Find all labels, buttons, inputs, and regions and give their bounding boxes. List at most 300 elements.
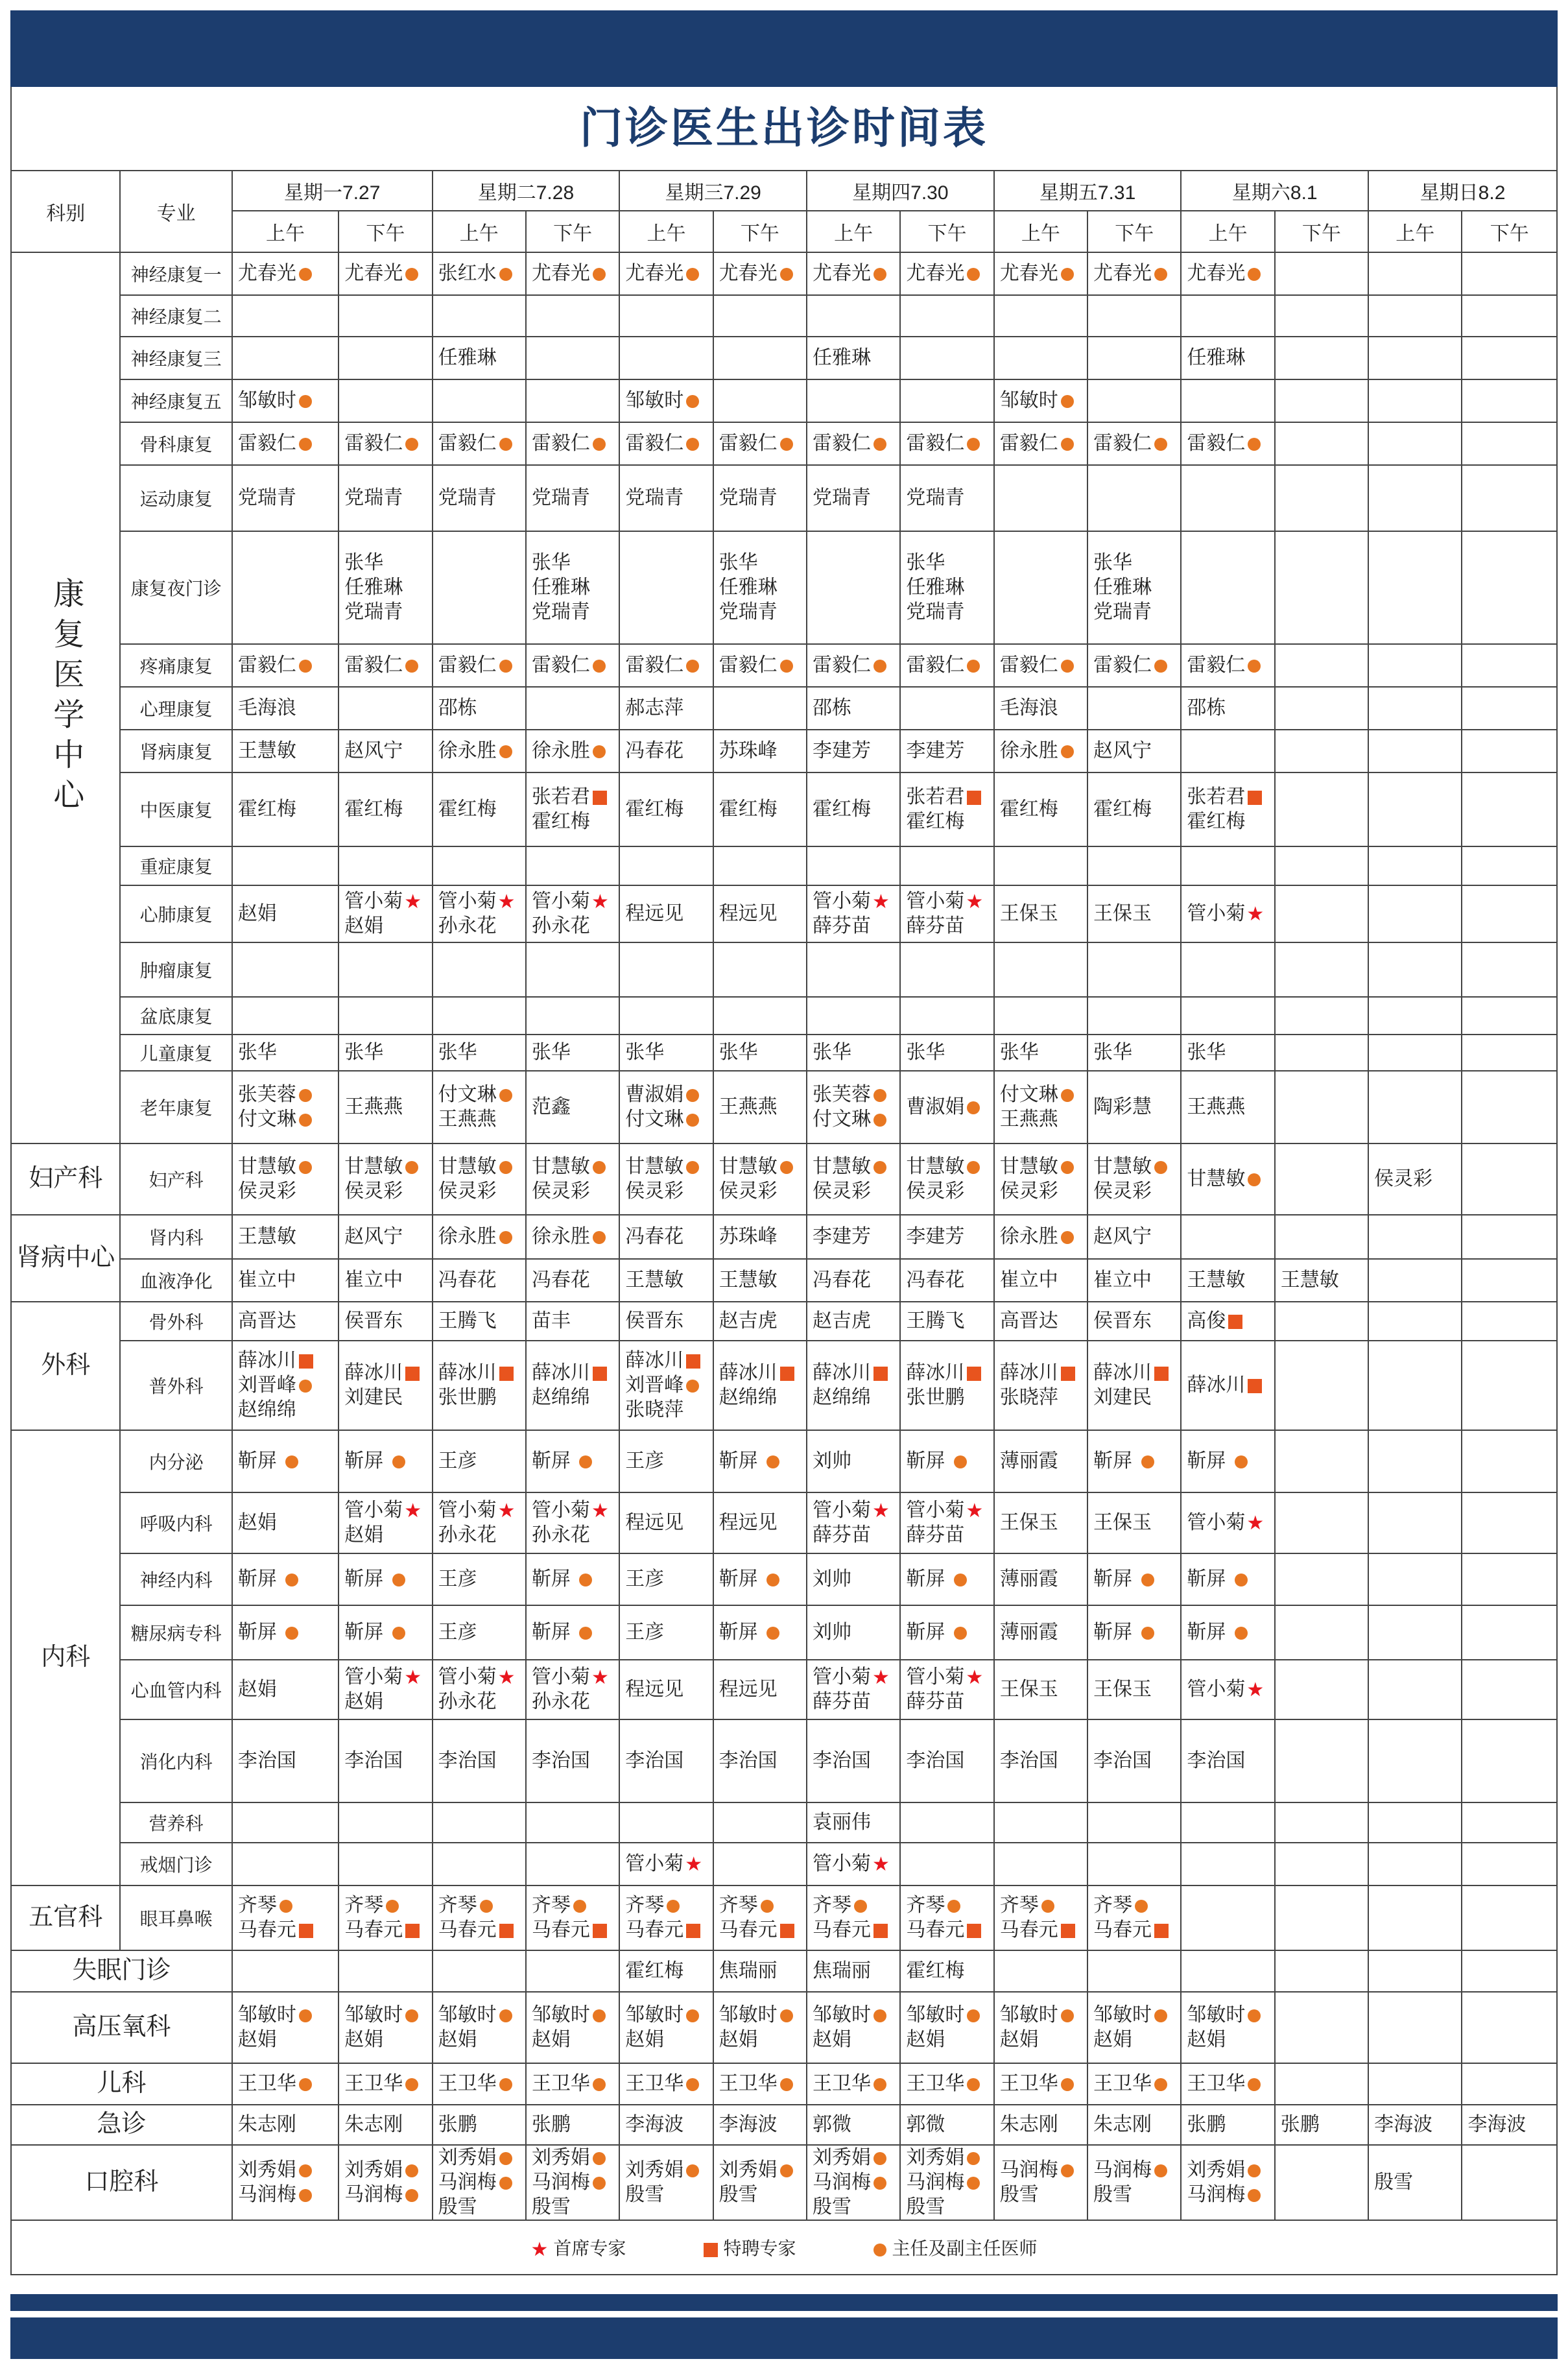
schedule-cell <box>526 1843 619 1885</box>
doctor-entry <box>813 2028 899 2052</box>
doctor-name: 尤春光 <box>344 262 403 285</box>
doctor-entry <box>906 785 993 809</box>
schedule-cell <box>1462 885 1557 942</box>
schedule-cell <box>1462 1605 1557 1660</box>
director-circle-icon <box>593 2009 606 2022</box>
schedule-cell <box>339 1430 432 1492</box>
doctor-name: 张华 <box>906 551 945 574</box>
doctor-name: 赵娟 <box>531 2028 571 2051</box>
schedule-cell <box>900 531 993 644</box>
special-expert-square-icon <box>1228 1315 1242 1329</box>
doctor-name: 任雅琳 <box>1187 346 1246 369</box>
doctor-entry <box>1187 1567 1274 1592</box>
doctor-name: 甘慧敏 <box>438 1155 497 1178</box>
doctor-entry <box>1000 2183 1087 2207</box>
doctor-entry <box>1000 1225 1087 1249</box>
doctor-name: 管小菊 <box>813 890 871 913</box>
doctor-entry <box>906 1893 993 1918</box>
schedule-cell <box>619 531 713 644</box>
doctor-entry <box>344 1690 431 1714</box>
pm-header: 下午 <box>1087 211 1181 252</box>
doctor-entry <box>438 1893 525 1918</box>
schedule-cell <box>713 1143 807 1215</box>
schedule-cell <box>526 2145 619 2220</box>
legend-item <box>704 2234 796 2260</box>
doctor-name: 程远见 <box>719 1678 778 1701</box>
director-circle-icon <box>593 438 606 451</box>
doctor-entry <box>625 2113 712 2137</box>
schedule-cell <box>994 1035 1087 1071</box>
doctor-name: 崔立中 <box>999 1269 1058 1291</box>
schedule-cell <box>713 772 807 846</box>
doctor-name: 侯灵彩 <box>344 1180 403 1203</box>
director-circle-icon <box>686 395 699 408</box>
schedule-cell <box>1181 422 1274 465</box>
schedule-cell <box>433 295 526 337</box>
schedule-cell <box>1462 1302 1557 1341</box>
doctor-name: 苏珠峰 <box>719 739 778 762</box>
doctor-entry <box>906 2003 993 2028</box>
doctor-entry <box>813 2072 899 2096</box>
director-circle-icon <box>967 660 980 673</box>
doctor-entry <box>813 1690 899 1714</box>
schedule-cell <box>232 1071 339 1143</box>
doctor-name: 徐永胜 <box>438 739 497 762</box>
doctor-entry <box>344 1567 431 1592</box>
doctor-name: 孙永花 <box>531 1524 590 1546</box>
schedule-cell <box>232 1553 339 1605</box>
doctor-name: 马春元 <box>237 1919 296 1941</box>
doctor-name: 薛冰川 <box>813 1361 871 1384</box>
doctor-name: 冯春花 <box>625 739 684 762</box>
schedule-cell <box>232 465 339 531</box>
chief-expert-star-icon: ★ <box>872 891 890 913</box>
doctor-name: 管小菊 <box>813 1852 871 1875</box>
doctor-entry <box>238 2183 338 2207</box>
director-circle-icon <box>873 2152 886 2165</box>
director-circle-icon <box>967 2009 980 2022</box>
dept-header: 科别 <box>11 171 120 252</box>
doctor-entry <box>813 261 899 286</box>
doctor-entry <box>238 1179 338 1204</box>
schedule-cell <box>619 1802 713 1843</box>
doctor-name: 管小菊 <box>813 1666 871 1688</box>
doctor-entry <box>532 2146 619 2170</box>
doctor-entry <box>1000 1567 1087 1592</box>
doctor-name: 王腾飞 <box>438 1310 497 1332</box>
director-circle-icon <box>299 1380 312 1393</box>
doctor-entry <box>1187 653 1274 678</box>
schedule-cell <box>232 730 339 772</box>
schedule-cell <box>619 1302 713 1341</box>
doctor-name: 王燕燕 <box>999 1108 1058 1131</box>
doctor-name: 党瑞青 <box>906 601 965 623</box>
doctor-name: 薛芬苗 <box>906 1690 965 1713</box>
schedule-row <box>11 1071 1557 1143</box>
top-banner <box>10 10 1558 87</box>
schedule-cell <box>900 644 993 687</box>
doctor-entry <box>1093 1225 1180 1249</box>
schedule-row <box>11 1605 1557 1660</box>
doctor-entry <box>532 1690 619 1714</box>
schedule-cell <box>433 1430 526 1492</box>
schedule-cell <box>433 337 526 379</box>
schedule-row <box>11 1143 1557 1215</box>
doctor-entry <box>1000 389 1087 413</box>
schedule-cell <box>1181 2105 1274 2145</box>
doctor-name: 王慧敏 <box>1187 1269 1246 1291</box>
doctor-name: 付文琳 <box>999 1083 1058 1106</box>
schedule-cell <box>1181 846 1274 885</box>
doctor-entry <box>625 1155 712 1179</box>
doctor-entry <box>906 1179 993 1204</box>
director-circle-icon <box>967 2152 980 2165</box>
schedule-cell <box>433 1492 526 1553</box>
doctor-entry <box>344 653 431 678</box>
director-circle-icon <box>686 1114 699 1127</box>
schedule-cell <box>1275 1143 1368 1215</box>
doctor-name: 张华 <box>999 1041 1039 1064</box>
schedule-cell <box>526 997 619 1035</box>
doctor-entry <box>813 431 899 456</box>
specialty-cell: 呼吸内科 <box>120 1492 232 1553</box>
doctor-name: 焦瑞丽 <box>813 1959 871 1982</box>
doctor-name: 李治国 <box>237 1749 296 1772</box>
doctor-name: 李海波 <box>625 2113 684 2136</box>
schedule-cell <box>232 1143 339 1215</box>
schedule-cell <box>900 422 993 465</box>
schedule-cell <box>807 885 900 942</box>
doctor-entry <box>344 486 431 510</box>
special-expert-square-icon <box>499 1367 514 1381</box>
schedule-cell <box>433 465 526 531</box>
director-circle-icon <box>392 1627 405 1640</box>
specialty-cell: 血液净化 <box>120 1259 232 1302</box>
schedule-cell <box>433 1660 526 1719</box>
doctor-entry <box>906 575 993 600</box>
doctor-entry <box>532 261 619 286</box>
schedule-cell <box>900 295 993 337</box>
doctor-name: 齐琴 <box>719 1894 758 1917</box>
schedule-cell <box>339 531 432 644</box>
doctor-entry <box>344 889 431 914</box>
schedule-cell <box>1368 1802 1462 1843</box>
doctor-name: 赵娟 <box>344 1524 384 1546</box>
doctor-name: 刘建民 <box>1093 1386 1152 1409</box>
doctor-entry <box>719 1893 806 1918</box>
director-circle-icon <box>499 438 512 451</box>
schedule-cell <box>1368 2105 1462 2145</box>
director-circle-icon <box>766 1455 779 1468</box>
doctor-name: 甘慧敏 <box>237 1155 296 1178</box>
doctor-entry <box>438 1690 525 1714</box>
doctor-entry <box>625 1225 712 1249</box>
doctor-entry <box>1187 1449 1274 1474</box>
doctor-name: 赵娟 <box>237 2028 277 2051</box>
doctor-entry <box>238 2072 338 2096</box>
day-header: 星期日8.2 <box>1368 171 1557 211</box>
schedule-cell <box>433 379 526 422</box>
doctor-name: 徐永胜 <box>438 1225 497 1248</box>
doctor-name: 李建芳 <box>813 1225 871 1248</box>
doctor-name: 党瑞青 <box>438 486 497 509</box>
doctor-name: 任雅琳 <box>344 576 403 599</box>
schedule-row <box>11 942 1557 997</box>
schedule-cell <box>232 997 339 1035</box>
schedule-cell <box>1275 730 1368 772</box>
doctor-name: 雷毅仁 <box>344 432 403 455</box>
doctor-entry <box>1093 1385 1180 1410</box>
schedule-cell <box>1462 337 1557 379</box>
doctor-entry <box>1187 2072 1274 2096</box>
doctor-name: 靳屏 <box>719 1450 765 1472</box>
schedule-cell <box>526 1950 619 1992</box>
doctor-entry <box>438 1155 525 1179</box>
director-circle-icon <box>499 660 512 673</box>
schedule-cell <box>526 846 619 885</box>
schedule-row <box>11 1992 1557 2063</box>
doctor-entry <box>813 1268 899 1293</box>
schedule-cell <box>232 1492 339 1553</box>
am-header: 上午 <box>619 211 713 252</box>
doctor-name: 马润梅 <box>906 2171 965 2194</box>
doctor-entry <box>532 653 619 678</box>
doctor-name: 马春元 <box>1093 1919 1152 1941</box>
doctor-entry <box>813 1083 899 1107</box>
schedule-cell <box>1275 644 1368 687</box>
schedule-cell <box>619 730 713 772</box>
doctor-name: 马润梅 <box>438 2171 497 2194</box>
schedule-cell <box>339 2105 432 2145</box>
doctor-entry <box>344 431 431 456</box>
doctor-name: 侯灵彩 <box>719 1180 778 1203</box>
schedule-cell <box>1368 1215 1462 1259</box>
schedule-row <box>11 730 1557 772</box>
doctor-entry <box>906 2113 993 2137</box>
schedule-cell <box>1368 1605 1462 1660</box>
director-circle-icon <box>285 1455 298 1468</box>
doctor-entry <box>238 797 338 822</box>
doctor-name: 邹敏时 <box>625 389 684 412</box>
doctor-entry <box>438 2146 525 2170</box>
schedule-cell <box>619 252 713 295</box>
doctor-name: 殷雪 <box>999 2183 1039 2206</box>
doctor-name: 付文琳 <box>438 1083 497 1106</box>
schedule-cell <box>1087 1302 1181 1341</box>
doctor-name: 党瑞青 <box>531 601 590 623</box>
doctor-entry <box>719 1385 806 1410</box>
director-circle-icon <box>285 1574 298 1586</box>
director-circle-icon <box>1154 2009 1167 2022</box>
schedule-cell <box>1087 1843 1181 1885</box>
schedule-cell <box>900 465 993 531</box>
director-circle-icon <box>766 1627 779 1640</box>
doctor-name: 马春元 <box>531 1919 590 1941</box>
doctor-entry <box>344 575 431 600</box>
doctor-entry <box>1000 1385 1087 1410</box>
doctor-entry <box>532 1665 619 1690</box>
doctor-entry <box>1000 1511 1087 1535</box>
schedule-cell <box>1087 1259 1181 1302</box>
director-circle-icon <box>499 268 512 281</box>
schedule-cell <box>232 1605 339 1660</box>
doctor-entry <box>1093 1095 1180 1119</box>
doctor-name: 赵娟 <box>237 1511 277 1534</box>
doctor-name: 马润梅 <box>344 2183 403 2206</box>
schedule-cell <box>1275 1660 1368 1719</box>
director-circle-icon <box>1061 745 1074 758</box>
doctor-entry <box>625 1511 712 1535</box>
doctor-name: 张华 <box>344 1041 384 1064</box>
doctor-name: 薛冰川 <box>1093 1361 1152 1384</box>
doctor-entry <box>344 1268 431 1293</box>
special-expert-square-icon <box>1154 1924 1169 1938</box>
doctor-name: 袁丽伟 <box>813 1811 871 1834</box>
doctor-name: 李治国 <box>719 1749 778 1772</box>
director-circle-icon <box>1135 1900 1148 1913</box>
department-cell: 康复医学中心 <box>11 252 120 1143</box>
pm-header: 下午 <box>526 211 619 252</box>
doctor-entry <box>1187 1095 1274 1119</box>
schedule-cell <box>1462 1341 1557 1430</box>
schedule-cell <box>1087 2105 1181 2145</box>
doctor-entry <box>1093 2113 1180 2137</box>
doctor-entry <box>625 1893 712 1918</box>
doctor-entry <box>1281 1268 1368 1293</box>
doctor-name: 赵娟 <box>344 2028 384 2051</box>
doctor-name: 李治国 <box>531 1749 590 1772</box>
doctor-name: 张芙蓉 <box>813 1083 871 1106</box>
doctor-name: 郭微 <box>906 2113 945 2136</box>
special-expert-square-icon <box>405 1367 420 1381</box>
schedule-cell <box>900 379 993 422</box>
doctor-entry <box>719 2072 806 2096</box>
schedule-row <box>11 1802 1557 1843</box>
doctor-name: 任雅琳 <box>1093 576 1152 599</box>
doctor-name: 雷毅仁 <box>531 432 590 455</box>
schedule-cell <box>1181 644 1274 687</box>
director-circle-icon <box>573 1900 586 1913</box>
doctor-name: 赵娟 <box>1093 2028 1133 2051</box>
doctor-name: 王保玉 <box>999 902 1058 925</box>
doctor-name: 邵栋 <box>813 697 851 719</box>
schedule-cell <box>526 465 619 531</box>
schedule-cell <box>807 1071 900 1143</box>
schedule-cell <box>619 997 713 1035</box>
doctor-name: 刘秀娟 <box>1187 2159 1246 2181</box>
doctor-entry <box>344 739 431 763</box>
doctor-name: 孙永花 <box>531 1690 590 1713</box>
doctor-entry <box>1187 346 1274 370</box>
doctor-entry <box>813 2170 899 2195</box>
schedule-cell <box>1275 1719 1368 1802</box>
chief-expert-star-icon: ★ <box>966 891 984 913</box>
schedule-cell <box>232 1215 339 1259</box>
doctor-name: 李海波 <box>1374 2113 1433 2136</box>
schedule-cell <box>526 295 619 337</box>
schedule-cell <box>339 422 432 465</box>
schedule-cell <box>1087 1992 1181 2063</box>
director-circle-icon <box>1154 1161 1167 1174</box>
specialty-cell: 中医康复 <box>120 772 232 846</box>
schedule-cell <box>1462 422 1557 465</box>
doctor-name: 齐琴 <box>625 1894 665 1917</box>
schedule-cell <box>619 1143 713 1215</box>
schedule-cell <box>433 252 526 295</box>
specialty-cell: 肿瘤康复 <box>120 942 232 997</box>
schedule-cell <box>900 2105 993 2145</box>
schedule-cell <box>713 2145 807 2220</box>
schedule-cell <box>1087 997 1181 1035</box>
doctor-name: 高俊 <box>1187 1310 1226 1332</box>
chief-expert-star-icon: ★ <box>404 1666 422 1689</box>
doctor-name: 刘秀娟 <box>531 2146 590 2169</box>
director-circle-icon <box>1154 2078 1167 2091</box>
doctor-name: 徐永胜 <box>999 739 1058 762</box>
doctor-entry <box>238 1040 338 1065</box>
doctor-entry <box>238 1309 338 1334</box>
schedule-cell <box>994 1885 1087 1950</box>
doctor-name: 王卫华 <box>999 2072 1058 2095</box>
doctor-entry <box>813 2195 899 2220</box>
doctor-entry <box>1187 1620 1274 1645</box>
doctor-entry <box>1187 1309 1274 1334</box>
schedule-cell <box>1087 1143 1181 1215</box>
schedule-cell <box>619 1430 713 1492</box>
doctor-name: 王卫华 <box>438 2072 497 2095</box>
doctor-entry <box>1187 1511 1274 1535</box>
doctor-entry <box>625 1373 712 1398</box>
specialty-cell: 心血管内科 <box>120 1660 232 1719</box>
schedule-cell <box>807 2145 900 2220</box>
doctor-entry <box>344 1620 431 1645</box>
doctor-name: 管小菊 <box>344 1499 403 1522</box>
doctor-name: 齐琴 <box>531 1894 571 1917</box>
doctor-name: 邵栋 <box>1187 697 1226 719</box>
schedule-cell <box>339 1719 432 1802</box>
schedule-cell <box>619 379 713 422</box>
doctor-entry <box>344 914 431 939</box>
schedule-cell <box>1275 2105 1368 2145</box>
doctor-entry <box>238 696 338 721</box>
schedule-cell <box>1275 337 1368 379</box>
director-circle-icon <box>686 2078 699 2091</box>
day-header: 星期三7.29 <box>619 171 807 211</box>
schedule-cell <box>900 1553 993 1605</box>
schedule-cell <box>713 337 807 379</box>
specialty-cell: 心肺康复 <box>120 885 232 942</box>
doctor-name: 薛冰川 <box>719 1361 778 1384</box>
doctor-entry <box>1187 1268 1274 1293</box>
doctor-name: 薛冰川 <box>344 1361 403 1384</box>
doctor-name: 管小菊 <box>1187 1678 1246 1701</box>
doctor-name: 王卫华 <box>1093 2072 1152 2095</box>
schedule-cell <box>713 1660 807 1719</box>
doctor-name: 张若君 <box>1187 785 1246 808</box>
director-circle-icon <box>299 2078 312 2091</box>
doctor-name: 李海波 <box>1467 2113 1526 2136</box>
schedule-cell <box>1368 465 1462 531</box>
doctor-name: 朱志刚 <box>237 2113 296 2136</box>
schedule-cell <box>619 1992 713 2063</box>
doctor-name: 王慧敏 <box>625 1269 684 1291</box>
doctor-entry <box>906 431 993 456</box>
doctor-name: 张华 <box>813 1041 851 1064</box>
doctor-entry <box>1000 2028 1087 2052</box>
doctor-entry <box>1467 2113 1556 2137</box>
schedule-cell <box>900 1143 993 1215</box>
doctor-entry <box>344 2158 431 2183</box>
